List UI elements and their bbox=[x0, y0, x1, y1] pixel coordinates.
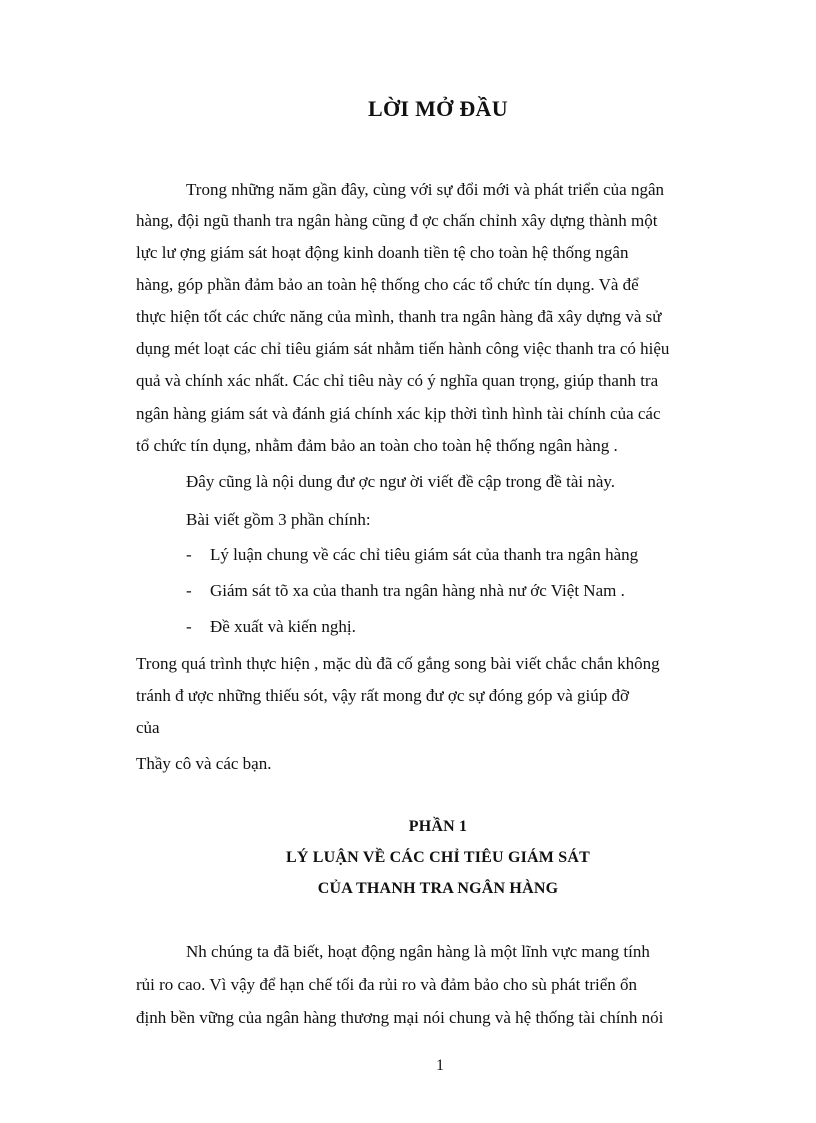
bullet-item-2: Giám sát tõ xa của thanh tra ngân hàng nhà nư ớc Việt Nam . bbox=[210, 581, 625, 600]
bullet-dash: - bbox=[186, 581, 192, 600]
bullet-item-1: Lý luận chung về các chỉ tiêu giám sát của thanh tra ngân hàng bbox=[210, 545, 639, 564]
intro-line-4: hàng, góp phần đảm bảo an toàn hệ thống cho các tổ chức tín dụng. Và để bbox=[136, 275, 639, 294]
part-heading-line-2: CỦA THANH TRA NGÂN HÀNG bbox=[317, 880, 559, 897]
closing-line-4: Thầy cô và các bạn. bbox=[136, 754, 272, 773]
body-line-2: rủi ro cao. Vì vậy để hạn chế tối đa rủi ro và đảm bảo cho sù phát triển ổn bbox=[136, 975, 638, 994]
intro-line-9: tổ chức tín dụng, nhằm đảm bảo an toàn cho toàn hệ thống ngân hàng . bbox=[136, 436, 618, 455]
body-line-1: Nh chúng ta đã biết, hoạt động ngân hàng là một lĩnh vực mang tính bbox=[186, 942, 650, 961]
page-number: 1 bbox=[436, 1057, 444, 1074]
intro-line-5: thực hiện tốt các chức năng của mình, thanh tra ngân hàng đã xây dựng và sử bbox=[136, 307, 662, 326]
intro-para-2: Đây cũng là nội dung đư ợc ngư ời viết đề cập trong đề tài này. bbox=[186, 472, 616, 491]
intro-line-6: dụng mét loạt các chỉ tiêu giám sát nhằm tiến hành công việc thanh tra có hiệu bbox=[136, 339, 670, 358]
closing-line-3: của bbox=[136, 718, 160, 737]
bullet-dash: - bbox=[186, 617, 192, 636]
intro-line-3: lực lư ợng giám sát hoạt động kinh doanh tiền tệ cho toàn hệ thống ngân bbox=[136, 243, 629, 262]
page-title: LỜI MỞ ĐẦU bbox=[368, 96, 508, 121]
bullet-dash: - bbox=[186, 545, 192, 564]
body-line-3: định bền vững của ngân hàng thương mại nói chung và hệ thống tài chính nói bbox=[136, 1008, 664, 1027]
intro-line-1: Trong những năm gần đây, cùng với sự đổi mới và phát triển của ngân bbox=[186, 180, 665, 199]
bullet-item-3: Đề xuất và kiến nghị. bbox=[210, 617, 356, 636]
part-heading-line-1: LÝ LUẬN VỀ CÁC CHỈ TIÊU GIÁM SÁT bbox=[285, 849, 591, 866]
intro-line-8: ngân hàng giám sát và đánh giá chính xác kịp thời tình hình tài chính của các bbox=[136, 404, 661, 423]
intro-line-2: hàng, đội ngũ thanh tra ngân hàng cũng đ ợc chấn chỉnh xây dựng thành một bbox=[136, 211, 658, 230]
closing-line-2: tránh đ ược những thiếu sót, vậy rất mong đư ợc sự đóng góp và giúp đỡ bbox=[136, 686, 630, 705]
closing-line-1: Trong quá trình thực hiện , mặc dù đã cố gắng song bài viết chắc chắn không bbox=[136, 654, 660, 673]
intro-line-7: quả và chính xác nhất. Các chỉ tiêu này có ý nghĩa quan trọng, giúp thanh tra bbox=[136, 371, 659, 390]
intro-para-3: Bài viết gồm 3 phần chính: bbox=[186, 510, 371, 529]
part-label: PHẦN 1 bbox=[408, 818, 468, 835]
